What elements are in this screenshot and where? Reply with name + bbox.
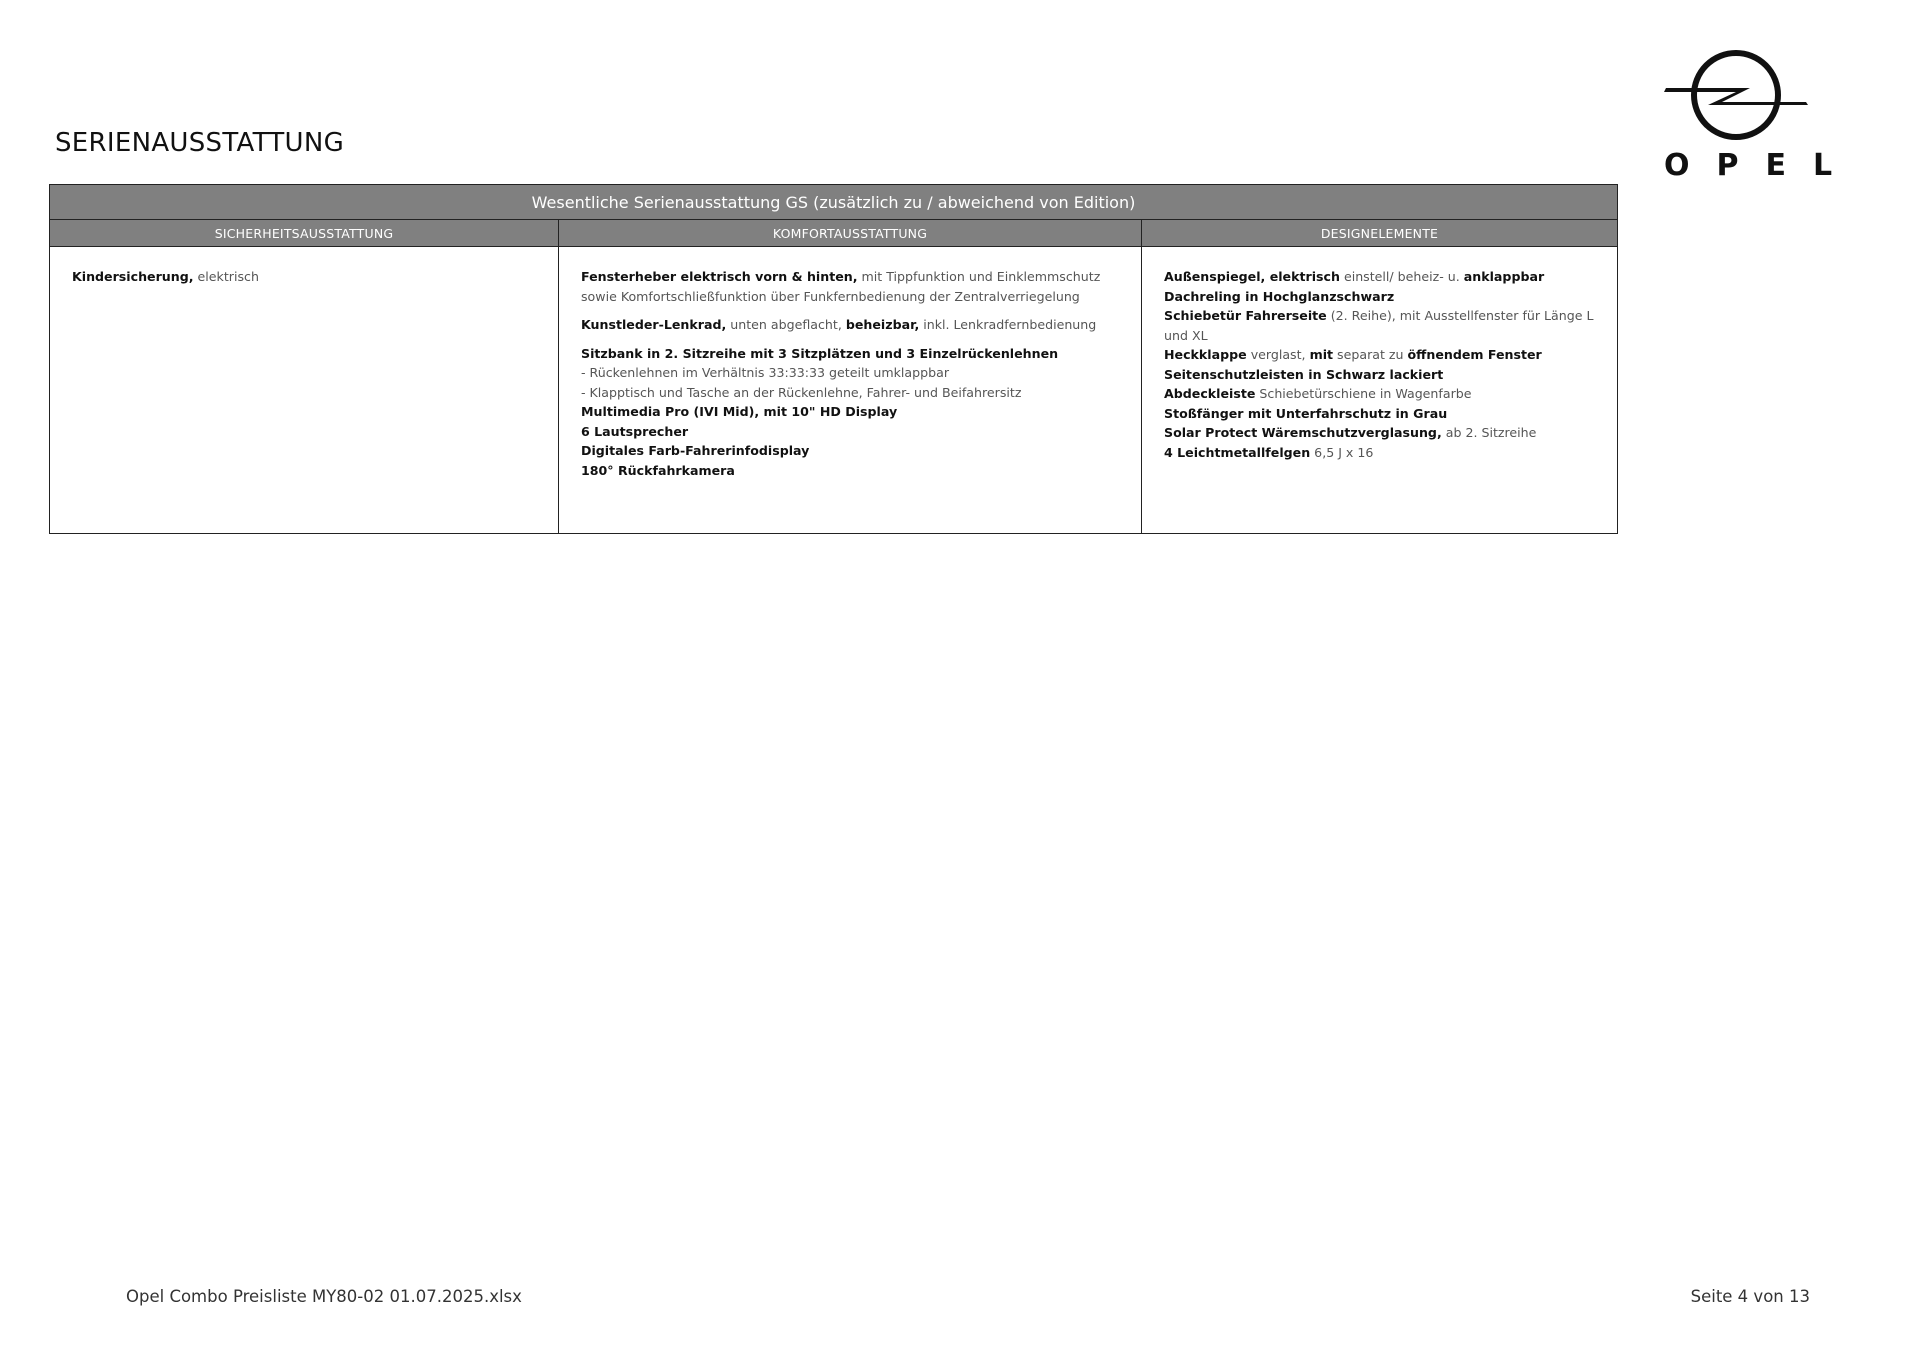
list-item: 180° Rückfahrkamera [581,462,735,478]
list-item: Stoßfänger mit Unterfahrschutz in Grau [1164,405,1448,421]
list-item: Heckklappe verglast, mit separat zu öffnendem Fenster [1164,347,1542,362]
list-item: Kindersicherung, elektrisch [72,269,259,284]
list-item: sowie Komfortschließfunktion über Funkfernbedienung der Zentralverriegelung [581,288,1080,304]
list-item: Abdeckleiste Schiebetürschiene in Wagenfarbe [1164,386,1472,401]
list-item: Fensterheber elektrisch vorn & hinten, mit Tippfunktion und Einklemmschutz [581,269,1101,284]
safety-cell [50,247,559,534]
opel-logo [1650,48,1860,188]
list-item: - Rückenlehnen im Verhältnis 33:33:33 geteilt umklappbar [581,365,950,380]
list-item: 4 Leichtmetallfelgen 6,5 J x 16 [1164,444,1374,460]
list-item: Digitales Farb-Fahrerinfodisplay [581,443,810,458]
table-caption: Wesentliche Serienausstattung GS (zusätzlich zu / abweichend von Edition) [50,185,1618,220]
logo-wordmark: OPEL [1664,148,1860,183]
list-item: Seitenschutzleisten in Schwarz lackiert [1164,366,1444,382]
list-item: 6 Lautsprecher [581,423,689,439]
list-item: Außenspiegel, elektrisch einstell/ beheiz- u. anklappbar [1164,269,1545,284]
footer-page-info: Seite 4 von 13 [1690,1287,1810,1306]
list-item: Dachreling in Hochglanzschwarz [1164,288,1395,304]
list-item: Multimedia Pro (IVI Mid), mit 10" HD Display [581,404,898,419]
comfort-cell [559,247,1142,534]
page-title: SERIENAUSSTATTUNG [55,128,345,158]
list-item: Schiebetür Fahrerseite (2. Reihe), mit Ausstellfenster für Länge L und XL [1164,308,1594,343]
column-header-comfort: KOMFORTAUSSTATTUNG [559,220,1142,247]
column-header-safety: SICHERHEITSAUSSTATTUNG [50,220,559,247]
design-cell [1142,247,1618,534]
list-item: - Klapptisch und Tasche an der Rückenlehne, Fahrer- und Beifahrersitz [581,384,1022,400]
footer-filename: Opel Combo Preisliste MY80-02 01.07.2025.xlsx [126,1287,522,1306]
equipment-table [49,184,1618,534]
list-item: Sitzbank in 2. Sitzreihe mit 3 Sitzplätzen und 3 Einzelrückenlehnen [581,345,1059,361]
column-header-design: DESIGNELEMENTE [1142,220,1618,247]
list-item: Solar Protect Wäremschutzverglasung, ab 2. Sitzreihe [1164,425,1537,440]
opel-blitz-icon [1650,48,1820,148]
list-item: Kunstleder-Lenkrad, unten abgeflacht, beheizbar, inkl. Lenkradfernbedienung [581,317,1097,332]
